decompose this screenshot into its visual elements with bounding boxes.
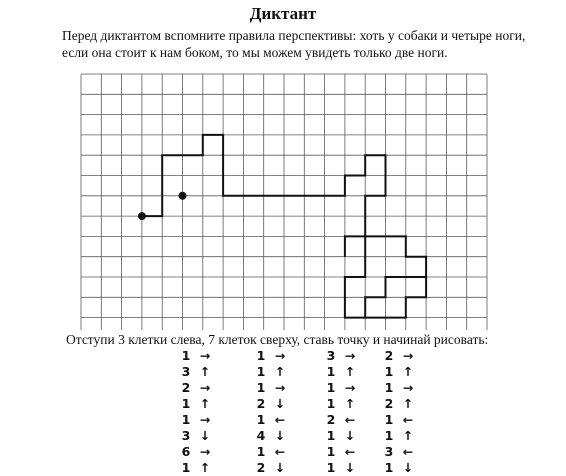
instruction-text: Отступи 3 клетки слева, 7 клеток сверху, ставь точку и начинай рисовать: <box>66 332 489 347</box>
dictation-step <box>382 460 416 476</box>
arrow-right-icon: → <box>199 380 211 395</box>
step-count: 1 <box>326 364 336 379</box>
dictation-step <box>324 364 358 380</box>
step-count: 3 <box>326 348 336 363</box>
arrow-left-icon: ← <box>402 444 414 459</box>
arrow-right-icon: → <box>199 412 211 427</box>
page-title: Диктант <box>249 4 317 23</box>
arrow-up-icon: ↑ <box>199 364 211 379</box>
dictation-step <box>324 428 358 444</box>
arrow-left-icon: ← <box>344 444 356 459</box>
step-count: 1 <box>256 412 266 427</box>
dictation-step <box>382 364 416 380</box>
arrow-up-icon: ↑ <box>402 364 414 379</box>
arrow-down-icon: ↓ <box>344 460 356 475</box>
arrow-up-icon: ↑ <box>344 364 356 379</box>
arrow-down-icon: ↓ <box>274 396 286 411</box>
step-count: 1 <box>326 444 336 459</box>
dictation-step <box>324 380 358 396</box>
dictation-step <box>179 412 213 428</box>
dictation-step <box>179 428 213 444</box>
dictation-step <box>254 428 288 444</box>
dictation-step <box>254 396 288 412</box>
dog-eye <box>179 192 187 200</box>
dictation-step <box>179 460 213 476</box>
step-count: 1 <box>181 460 191 475</box>
dictation-step <box>254 348 288 364</box>
dictation-step <box>254 444 288 460</box>
dictation-step <box>324 348 358 364</box>
arrow-right-icon: → <box>274 380 286 395</box>
dictation-step <box>179 348 213 364</box>
arrow-left-icon: ← <box>274 444 286 459</box>
dictation-step <box>254 412 288 428</box>
step-count: 1 <box>256 348 266 363</box>
arrow-up-icon: ↑ <box>199 396 211 411</box>
arrow-up-icon: ↑ <box>402 396 414 411</box>
dictation-step <box>254 380 288 396</box>
step-count: 4 <box>256 428 266 443</box>
dictation-step <box>382 444 416 460</box>
dictation-step <box>382 396 416 412</box>
dictation-step <box>382 412 416 428</box>
step-count: 2 <box>256 396 266 411</box>
step-count: 2 <box>326 412 336 427</box>
step-count: 1 <box>384 380 394 395</box>
intro-text: Перед диктантом вспомните правила перспективы: хоть у собаки и четыре ноги, если она стоит к нам боком, то мы можем увидеть только две ноги. <box>62 28 526 60</box>
arrow-up-icon: ↑ <box>402 428 414 443</box>
arrow-down-icon: ↓ <box>274 428 286 443</box>
step-count: 1 <box>181 348 191 363</box>
step-count: 1 <box>256 444 266 459</box>
dictation-step <box>254 460 288 476</box>
step-count: 3 <box>181 428 191 443</box>
step-count: 3 <box>384 444 394 459</box>
arrow-down-icon: ↓ <box>402 460 414 475</box>
arrow-left-icon: ← <box>402 412 414 427</box>
dictation-step <box>324 412 358 428</box>
step-count: 1 <box>326 380 336 395</box>
dictation-step <box>324 444 358 460</box>
arrow-right-icon: → <box>199 348 211 363</box>
step-count: 2 <box>384 348 394 363</box>
step-count: 1 <box>326 396 336 411</box>
step-count: 3 <box>181 364 191 379</box>
dictation-step <box>254 364 288 380</box>
dictation-step <box>324 396 358 412</box>
step-count: 2 <box>384 396 394 411</box>
dictation-step <box>179 380 213 396</box>
arrow-up-icon: ↑ <box>274 364 286 379</box>
step-count: 1 <box>326 428 336 443</box>
arrow-up-icon: ↑ <box>199 460 211 475</box>
arrow-right-icon: → <box>274 348 286 363</box>
step-count: 2 <box>181 380 191 395</box>
arrow-down-icon: ↓ <box>344 428 356 443</box>
arrow-down-icon: ↓ <box>274 460 286 475</box>
dictation-step <box>179 364 213 380</box>
arrow-left-icon: ← <box>344 412 356 427</box>
step-count: 1 <box>181 396 191 411</box>
arrow-right-icon: → <box>344 380 356 395</box>
dictation-step <box>382 348 416 364</box>
step-count: 1 <box>256 364 266 379</box>
dictation-step <box>324 460 358 476</box>
arrow-up-icon: ↑ <box>344 396 356 411</box>
arrow-right-icon: → <box>402 380 414 395</box>
step-count: 1 <box>326 460 336 475</box>
step-count: 1 <box>181 412 191 427</box>
step-count: 1 <box>384 364 394 379</box>
start-point <box>138 212 146 220</box>
step-count: 1 <box>256 380 266 395</box>
dictation-step <box>382 428 416 444</box>
dictation-step <box>179 396 213 412</box>
arrow-down-icon: ↓ <box>199 428 211 443</box>
arrow-left-icon: ← <box>274 412 286 427</box>
step-count: 2 <box>256 460 266 475</box>
arrow-right-icon: → <box>402 348 414 363</box>
arrow-right-icon: → <box>199 444 211 459</box>
dictation-step <box>179 444 213 460</box>
arrow-right-icon: → <box>344 348 356 363</box>
step-count: 1 <box>384 428 394 443</box>
step-count: 1 <box>384 412 394 427</box>
dictation-step <box>382 380 416 396</box>
step-count: 1 <box>384 460 394 475</box>
step-count: 6 <box>181 444 191 459</box>
